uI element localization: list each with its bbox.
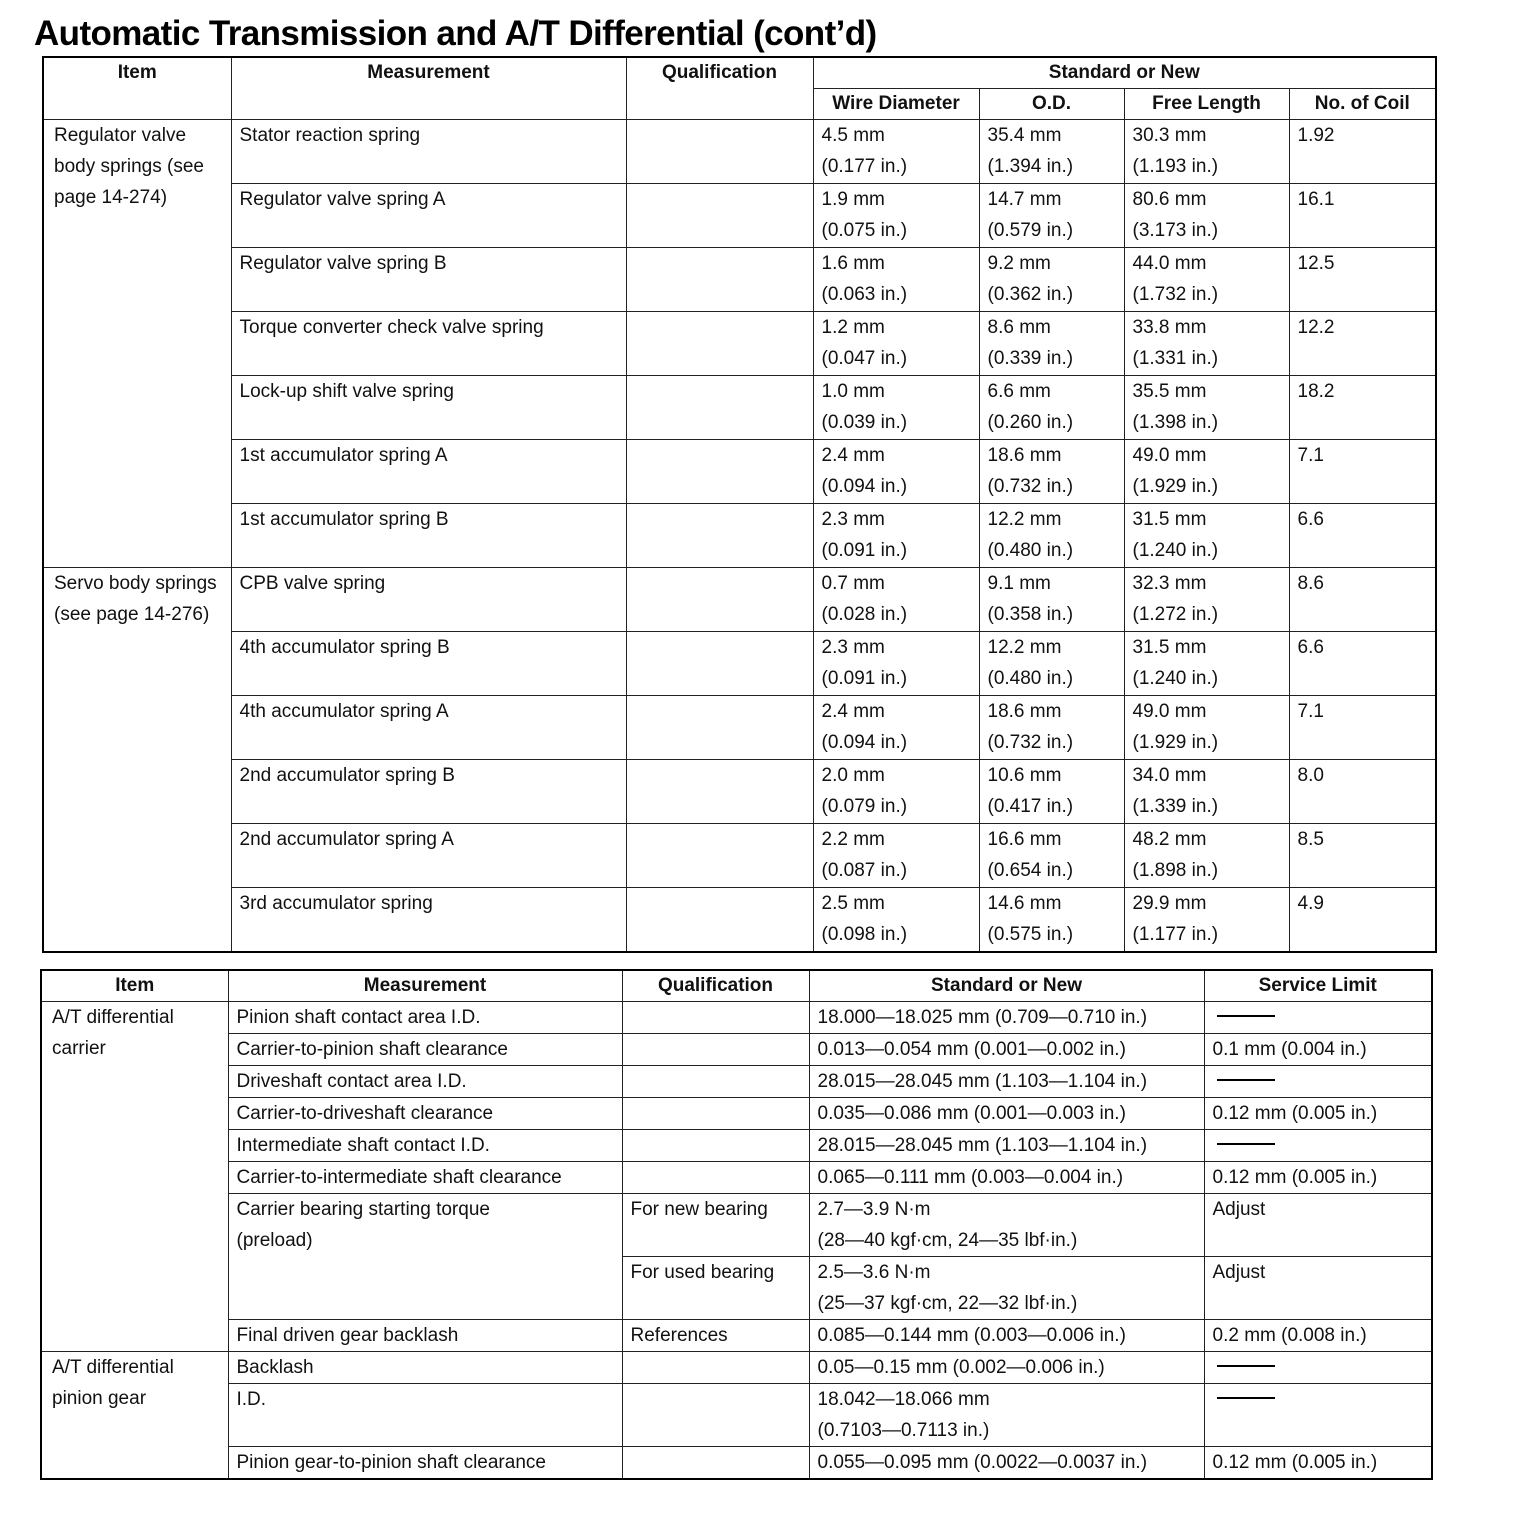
header-standard-or-new: Standard or New [809,970,1204,1002]
standard-cell: 0.055—0.095 mm (0.0022—0.0037 in.) [809,1447,1204,1480]
qualification-cell [626,504,813,568]
measurement-cell-line: Lock-up shift valve spring [239,381,454,402]
table-row [43,440,1436,504]
measurement-cell [231,760,626,824]
measurement-cell [231,824,626,888]
table-row [41,1320,1432,1352]
service-limit-cell: 0.2 mm (0.008 in.) [1204,1320,1432,1352]
wire-diameter-cell-line: 2.4 mm [821,445,885,466]
table-row [43,504,1436,568]
qualification-cell [622,1384,809,1447]
table-row [43,632,1436,696]
wire-diameter-cell-line: (0.047 in.) [821,348,908,369]
od-cell [979,760,1124,824]
wire-diameter-cell-line: 2.3 mm [821,637,885,658]
wire-diameter-cell-line: (0.087 in.) [821,860,908,881]
qualification-cell [626,120,813,184]
measurement-cell-line: Stator reaction spring [239,125,421,146]
wire-diameter-cell-line: 1.2 mm [821,317,885,338]
free-length-cell [1124,696,1289,760]
measurement-line: (preload) [236,1230,313,1251]
measurement-cell-line: 4th accumulator spring A [239,701,449,722]
dash-mark [1217,1397,1275,1399]
free-length-cell-line: 31.5 mm [1132,637,1207,658]
table-row [41,1130,1432,1162]
free-length-cell [1124,504,1289,568]
measurement-cell: Backlash [228,1352,622,1384]
coil-cell-line: 16.1 [1297,189,1335,210]
table-row [41,1162,1432,1194]
wire-diameter-cell-line: 2.4 mm [821,701,885,722]
free-length-cell [1124,824,1289,888]
qualification-cell: For new bearing [622,1194,809,1257]
measurement-cell-line: 1st accumulator spring B [239,509,449,530]
service-limit-cell: Adjust [1204,1194,1432,1257]
wire-diameter-cell-line: (0.091 in.) [821,668,908,689]
od-cell-line: (0.339 in.) [987,348,1074,369]
wire-diameter-cell-line: (0.079 in.) [821,796,908,817]
coil-cell-line: 8.5 [1297,829,1324,850]
measurement-cell-line: 2nd accumulator spring B [239,765,455,786]
measurement-cell [231,184,626,248]
od-cell [979,696,1124,760]
wire-diameter-cell-line: (0.094 in.) [821,732,908,753]
item-cell: A/T differential pinion gear [41,1352,228,1480]
header-free-length: Free Length [1124,89,1289,120]
wire-diameter-cell-line: (0.028 in.) [821,604,908,625]
qualification-cell: References [622,1320,809,1352]
qualification-cell [622,1447,809,1480]
od-cell [979,568,1124,632]
header-item: Item [41,970,228,1002]
wire-diameter-cell-line: (0.063 in.) [821,284,908,305]
coil-cell-line: 7.1 [1297,701,1324,722]
free-length-cell-line: (1.898 in.) [1132,860,1219,881]
od-cell [979,504,1124,568]
qualification-cell [626,888,813,953]
standard-cell [809,1194,1204,1257]
qualification-cell [626,824,813,888]
measurement-cell: Pinion shaft contact area I.D. [228,1002,622,1034]
wire-diameter-cell [813,568,979,632]
od-cell-line: (0.358 in.) [987,604,1074,625]
coil-cell [1289,440,1436,504]
table-row [41,1066,1432,1098]
measurement-cell: Carrier-to-intermediate shaft clearance [228,1162,622,1194]
free-length-cell-line: 31.5 mm [1132,509,1207,530]
springs-table [42,56,1437,953]
coil-cell-line: 6.6 [1297,509,1324,530]
standard-cell: 0.065—0.111 mm (0.003—0.004 in.) [809,1162,1204,1194]
service-limit-cell [1204,1002,1432,1034]
free-length-cell [1124,632,1289,696]
coil-cell-line: 12.2 [1297,317,1335,338]
standard-cell: 28.015—28.045 mm (1.103—1.104 in.) [809,1066,1204,1098]
od-cell-line: (0.732 in.) [987,732,1074,753]
wire-diameter-cell [813,632,979,696]
wire-diameter-cell [813,184,979,248]
measurement-cell-line: CPB valve spring [239,573,386,594]
wire-diameter-cell-line: (0.075 in.) [821,220,908,241]
table-row [41,1002,1432,1034]
table-row [43,312,1436,376]
wire-diameter-cell-line: (0.091 in.) [821,540,908,561]
wire-diameter-cell-line: (0.094 in.) [821,476,908,497]
qualification-cell [626,696,813,760]
free-length-cell-line: 32.3 mm [1132,573,1207,594]
free-length-cell [1124,184,1289,248]
table-row [43,696,1436,760]
free-length-cell [1124,312,1289,376]
free-length-cell-line: 80.6 mm [1132,189,1207,210]
free-length-cell-line: (1.240 in.) [1132,540,1219,561]
wire-diameter-cell-line: 4.5 mm [821,125,885,146]
table-row [43,184,1436,248]
free-length-cell-line: (1.929 in.) [1132,732,1219,753]
standard-cell: 0.085—0.144 mm (0.003—0.006 in.) [809,1320,1204,1352]
standard-cell: 0.013—0.054 mm (0.001—0.002 in.) [809,1034,1204,1066]
table-row [41,1384,1432,1447]
qualification-cell [626,632,813,696]
dash-mark [1217,1079,1275,1081]
wire-diameter-cell [813,120,979,184]
free-length-cell-line: 44.0 mm [1132,253,1207,274]
od-cell [979,632,1124,696]
coil-cell [1289,632,1436,696]
free-length-cell-line: (1.398 in.) [1132,412,1219,433]
free-length-cell-line: 49.0 mm [1132,701,1207,722]
od-cell-line: (0.362 in.) [987,284,1074,305]
od-cell-line: (0.654 in.) [987,860,1074,881]
service-limit-cell [1204,1384,1432,1447]
od-cell-line: 16.6 mm [987,829,1062,850]
od-cell-line: 14.6 mm [987,893,1062,914]
coil-cell-line: 18.2 [1297,381,1335,402]
coil-cell-line: 8.6 [1297,573,1324,594]
item-cell: Servo body springs (see page 14-276) [43,568,231,953]
measurement-cell [231,568,626,632]
table-row [43,824,1436,888]
od-cell-line: 12.2 mm [987,637,1062,658]
header-qualification: Qualification [622,970,809,1002]
free-length-cell-line: 35.5 mm [1132,381,1207,402]
measurement-cell: Pinion gear-to-pinion shaft clearance [228,1447,622,1480]
free-length-cell-line: (1.272 in.) [1132,604,1219,625]
qualification-cell [626,312,813,376]
table-row [43,120,1436,184]
measurement-cell [228,1194,622,1320]
measurement-cell [231,440,626,504]
coil-cell [1289,248,1436,312]
measurement-cell [231,120,626,184]
standard-cell: 28.015—28.045 mm (1.103—1.104 in.) [809,1130,1204,1162]
measurement-cell-line: 1st accumulator spring A [239,445,448,466]
od-cell-line: (0.579 in.) [987,220,1074,241]
measurement-cell: Carrier-to-driveshaft clearance [228,1098,622,1130]
wire-diameter-cell [813,760,979,824]
qualification-cell [622,1066,809,1098]
qualification-cell [622,1352,809,1384]
wire-diameter-cell-line: (0.177 in.) [821,156,908,177]
wire-diameter-cell [813,248,979,312]
wire-diameter-cell-line: 2.5 mm [821,893,885,914]
od-cell-line: 12.2 mm [987,509,1062,530]
service-limit-cell: 0.1 mm (0.004 in.) [1204,1034,1432,1066]
free-length-cell [1124,888,1289,953]
free-length-cell [1124,440,1289,504]
free-length-cell-line: 49.0 mm [1132,445,1207,466]
coil-cell [1289,312,1436,376]
od-cell-line: (0.480 in.) [987,540,1074,561]
measurement-cell [231,376,626,440]
free-length-cell-line: (3.173 in.) [1132,220,1219,241]
free-length-cell-line: 29.9 mm [1132,893,1207,914]
wire-diameter-cell-line: 2.3 mm [821,509,885,530]
coil-cell [1289,120,1436,184]
standard-line: (0.7103—0.7113 in.) [817,1420,990,1441]
od-cell [979,376,1124,440]
free-length-cell [1124,760,1289,824]
wire-diameter-cell [813,312,979,376]
qualification-cell [622,1130,809,1162]
page-title: Automatic Transmission and A/T Differential (cont’d) [34,14,877,53]
wire-diameter-cell-line: (0.039 in.) [821,412,908,433]
coil-cell [1289,504,1436,568]
od-cell-line: 9.2 mm [987,253,1051,274]
wire-diameter-cell-line: 1.0 mm [821,381,885,402]
header-no-of-coil: No. of Coil [1289,89,1436,120]
free-length-cell [1124,248,1289,312]
free-length-cell [1124,376,1289,440]
od-cell-line: 6.6 mm [987,381,1051,402]
header-measurement: Measurement [228,970,622,1002]
free-length-cell [1124,120,1289,184]
wire-diameter-cell-line: 1.6 mm [821,253,885,274]
standard-cell: 0.05—0.15 mm (0.002—0.006 in.) [809,1352,1204,1384]
coil-cell-line: 8.0 [1297,765,1324,786]
dash-mark [1217,1365,1275,1367]
table-row [41,1447,1432,1480]
header-wire-diameter: Wire Diameter [813,89,979,120]
coil-cell-line: 4.9 [1297,893,1324,914]
free-length-cell-line: 30.3 mm [1132,125,1207,146]
header-qualification: Qualification [626,57,813,120]
measurement-cell-line: Regulator valve spring B [239,253,447,274]
item-cell: Regulator valve body springs (see page 14-274) [43,120,231,568]
free-length-cell-line: (1.331 in.) [1132,348,1219,369]
measurement-cell: Intermediate shaft contact I.D. [228,1130,622,1162]
measurement-cell: Final driven gear backlash [228,1320,622,1352]
coil-cell-line: 7.1 [1297,445,1324,466]
service-limit-cell: 0.12 mm (0.005 in.) [1204,1447,1432,1480]
qualification-cell [626,248,813,312]
table-row [43,568,1436,632]
standard-cell [809,1257,1204,1320]
table-row [43,376,1436,440]
od-cell [979,888,1124,953]
coil-cell [1289,568,1436,632]
coil-cell [1289,184,1436,248]
od-cell-line: (0.575 in.) [987,924,1074,945]
measurement-cell [231,312,626,376]
qualification-cell [626,760,813,824]
qualification-cell [626,440,813,504]
coil-cell [1289,824,1436,888]
free-length-cell-line: 34.0 mm [1132,765,1207,786]
free-length-cell [1124,568,1289,632]
table-row [41,1194,1432,1257]
free-length-cell-line: (1.240 in.) [1132,668,1219,689]
free-length-cell-line: (1.929 in.) [1132,476,1219,497]
qualification-cell: For used bearing [622,1257,809,1320]
standard-line: 18.042—18.066 mm [817,1389,990,1410]
od-cell [979,312,1124,376]
free-length-cell-line: (1.177 in.) [1132,924,1219,945]
measurement-cell-line: Regulator valve spring A [239,189,446,210]
free-length-cell-line: (1.193 in.) [1132,156,1219,177]
header-item: Item [43,57,231,120]
standard-line: (25—37 kgf·cm, 22—32 lbf·in.) [817,1293,1078,1314]
qualification-cell [626,376,813,440]
wire-diameter-cell [813,440,979,504]
qualification-cell [626,184,813,248]
wire-diameter-cell [813,696,979,760]
table-row [41,1034,1432,1066]
service-limit-cell: 0.12 mm (0.005 in.) [1204,1162,1432,1194]
table-row [43,888,1436,953]
measurement-cell-line: 4th accumulator spring B [239,637,450,658]
header-standard-or-new: Standard or New [813,57,1436,89]
measurement-cell-line: Torque converter check valve spring [239,317,544,338]
table-row [41,1352,1432,1384]
coil-cell [1289,376,1436,440]
od-cell-line: 35.4 mm [987,125,1062,146]
header-measurement: Measurement [231,57,626,120]
wire-diameter-cell-line: 0.7 mm [821,573,885,594]
od-cell [979,824,1124,888]
dash-mark [1217,1015,1275,1017]
measurement-cell [231,632,626,696]
od-cell-line: (0.732 in.) [987,476,1074,497]
service-limit-cell: Adjust [1204,1257,1432,1320]
standard-cell: 18.000—18.025 mm (0.709—0.710 in.) [809,1002,1204,1034]
wire-diameter-cell-line: 2.2 mm [821,829,885,850]
wire-diameter-cell-line: 2.0 mm [821,765,885,786]
coil-cell [1289,760,1436,824]
od-cell [979,440,1124,504]
differential-table [40,969,1433,1480]
free-length-cell-line: 33.8 mm [1132,317,1207,338]
coil-cell-line: 1.92 [1297,125,1335,146]
od-cell [979,248,1124,312]
qualification-cell [622,1034,809,1066]
qualification-cell [626,568,813,632]
service-limit-cell [1204,1066,1432,1098]
od-cell-line: 8.6 mm [987,317,1051,338]
od-cell-line: (1.394 in.) [987,156,1074,177]
measurement-line: Carrier bearing starting torque [236,1199,490,1220]
measurement-cell: Carrier-to-pinion shaft clearance [228,1034,622,1066]
standard-line: (28—40 kgf·cm, 24—35 lbf·in.) [817,1230,1078,1251]
od-cell-line: (0.417 in.) [987,796,1074,817]
service-limit-cell [1204,1352,1432,1384]
measurement-cell-line: 3rd accumulator spring [239,893,433,914]
dash-mark [1217,1143,1275,1145]
standard-line: 2.5—3.6 N·m [817,1262,931,1283]
header-od: O.D. [979,89,1124,120]
od-cell-line: 9.1 mm [987,573,1051,594]
measurement-cell [231,248,626,312]
measurement-cell-line: 2nd accumulator spring A [239,829,454,850]
od-cell [979,120,1124,184]
coil-cell-line: 6.6 [1297,637,1324,658]
measurement-cell [231,888,626,953]
qualification-cell [622,1098,809,1130]
free-length-cell-line: (1.732 in.) [1132,284,1219,305]
coil-cell [1289,888,1436,953]
wire-diameter-cell [813,824,979,888]
wire-diameter-cell [813,376,979,440]
service-limit-cell [1204,1130,1432,1162]
coil-cell [1289,696,1436,760]
od-cell-line: (0.260 in.) [987,412,1074,433]
standard-line: 2.7—3.9 N·m [817,1199,931,1220]
wire-diameter-cell [813,504,979,568]
qualification-cell [622,1162,809,1194]
header-service-limit: Service Limit [1204,970,1432,1002]
table-row [43,760,1436,824]
measurement-cell [231,696,626,760]
item-cell: A/T differential carrier [41,1002,228,1352]
coil-cell-line: 12.5 [1297,253,1335,274]
free-length-cell-line: (1.339 in.) [1132,796,1219,817]
od-cell [979,184,1124,248]
standard-cell: 0.035—0.086 mm (0.001—0.003 in.) [809,1098,1204,1130]
od-cell-line: 10.6 mm [987,765,1062,786]
table-row [43,248,1436,312]
wire-diameter-cell-line: (0.098 in.) [821,924,908,945]
od-cell-line: 18.6 mm [987,701,1062,722]
wire-diameter-cell-line: 1.9 mm [821,189,885,210]
od-cell-line: (0.480 in.) [987,668,1074,689]
od-cell-line: 18.6 mm [987,445,1062,466]
measurement-cell: Driveshaft contact area I.D. [228,1066,622,1098]
qualification-cell [622,1002,809,1034]
table-row [41,1098,1432,1130]
wire-diameter-cell [813,888,979,953]
measurement-cell [231,504,626,568]
standard-cell [809,1384,1204,1447]
od-cell-line: 14.7 mm [987,189,1062,210]
measurement-cell: I.D. [228,1384,622,1447]
free-length-cell-line: 48.2 mm [1132,829,1207,850]
service-limit-cell: 0.12 mm (0.005 in.) [1204,1098,1432,1130]
